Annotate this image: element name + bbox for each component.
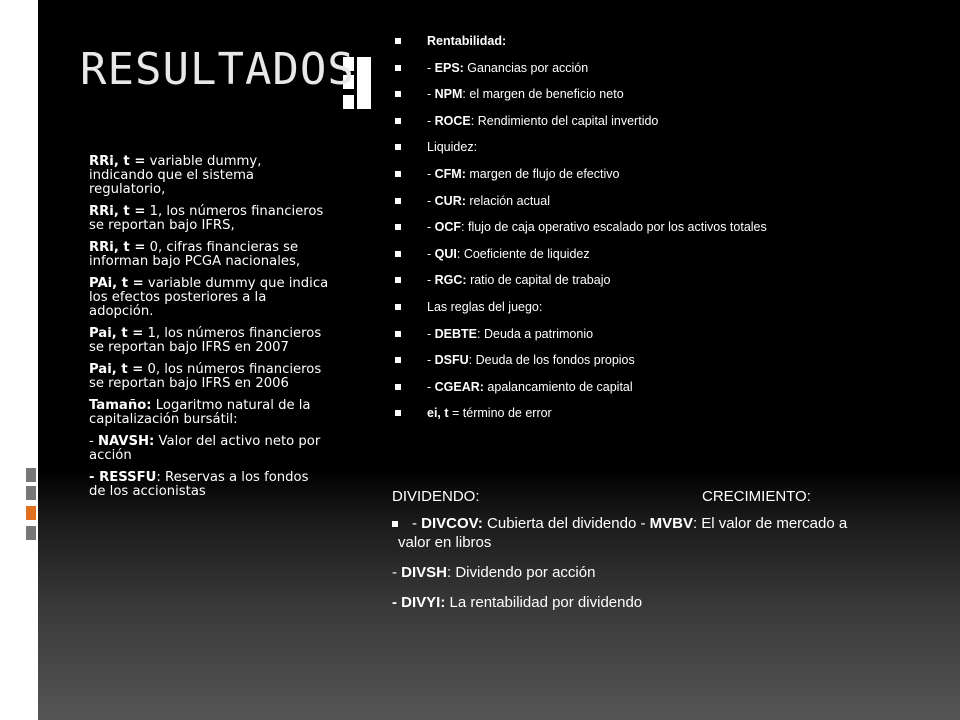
square-bullet-icon	[395, 410, 401, 416]
dividend-line-3	[392, 593, 862, 612]
list-item	[395, 326, 845, 353]
definition-text: : Reservas a los fondos de los accionistas	[89, 470, 309, 499]
divcov-text: Cubierta del dividendo -	[482, 515, 650, 532]
accent-square-icon	[26, 468, 36, 482]
dividend-heading: DIVIDENDO:	[392, 488, 480, 505]
definition-term: PAi, t =	[89, 276, 144, 291]
list-item	[395, 33, 845, 60]
list-item-text: ratio de capital de trabajo	[466, 273, 611, 288]
decor-square-icon	[357, 57, 371, 109]
definition-item	[89, 205, 329, 233]
divsh-text: : Dividendo por acción	[447, 564, 596, 581]
divyi-text: La rentabilidad por dividendo	[445, 594, 643, 611]
growth-heading	[702, 488, 811, 505]
dividend-line-1	[392, 514, 862, 552]
definition-term: RRi, t =	[89, 154, 146, 169]
list-item-text: Las reglas del juego:	[427, 299, 543, 314]
list-item-text: relación actual	[465, 193, 550, 208]
growth-heading-label: CRECIMIENTO	[702, 488, 807, 505]
list-item-term: Rentabilidad:	[427, 34, 507, 48]
square-bullet-icon	[395, 224, 401, 230]
definition-term: Pai, t =	[89, 362, 144, 377]
list-item	[395, 86, 845, 113]
growth-heading-colon: :	[806, 488, 811, 505]
list-item-term: EPS:	[434, 60, 464, 75]
definition-text: 0, los números financieros se reportan bajo IFRS en 2006	[89, 362, 322, 391]
definition-item	[89, 277, 329, 319]
square-bullet-icon	[395, 118, 401, 124]
list-item-term: DEBTE	[434, 326, 478, 341]
list-item-prefix: -	[427, 166, 435, 181]
list-item-text: : Coeficiente de liquidez	[456, 246, 590, 261]
list-item-text: margen de flujo de efectivo	[465, 166, 620, 181]
dash: -	[392, 564, 402, 581]
list-item-prefix: -	[427, 379, 435, 394]
definition-text: 1, los números financieros se reportan bajo IFRS en 2007	[89, 326, 322, 355]
divsh-term: DIVSH	[401, 564, 448, 581]
definition-text: variable dummy, indicando que el sistema regulatorio,	[89, 154, 262, 197]
square-bullet-icon	[395, 144, 401, 150]
left-white-strip	[0, 0, 38, 720]
definition-term: Pai, t =	[89, 326, 144, 341]
definition-text: -	[89, 434, 98, 449]
list-item	[395, 193, 845, 220]
slide-title: RESULTADOS	[80, 44, 355, 95]
square-bullet-icon	[395, 171, 401, 177]
definition-text: 0, cifras financieras se informan bajo PCGA nacionales,	[89, 240, 301, 269]
list-item-prefix: -	[427, 220, 435, 235]
definition-item	[89, 155, 329, 197]
list-item-text: : Deuda de los fondos propios	[468, 353, 635, 368]
dash: -	[412, 515, 422, 532]
mvbv-text: : El valor de mercado a valor en libros	[398, 515, 848, 551]
definition-text: 1, los números financieros se reportan bajo IFRS,	[89, 204, 324, 233]
list-item-term: QUI	[434, 246, 457, 261]
list-item-prefix: -	[427, 353, 435, 368]
list-item-prefix: -	[427, 193, 435, 208]
definition-term: RRi, t =	[89, 204, 146, 219]
mvbv-term: MVBV	[649, 515, 693, 532]
square-bullet-icon	[395, 65, 401, 71]
list-item-text: : Deuda a patrimonio	[477, 326, 594, 341]
accent-square-icon	[26, 486, 36, 500]
list-item	[395, 379, 845, 406]
definition-text: Valor del activo neto por acción	[89, 434, 321, 463]
square-bullet-icon	[395, 38, 401, 44]
dividend-header	[392, 488, 862, 514]
square-bullet-icon	[395, 357, 401, 363]
list-item-term: DSFU	[434, 353, 469, 368]
definition-term: RRi, t =	[89, 240, 146, 255]
definition-text: variable dummy que indica los efectos posteriores a la adopción.	[89, 276, 329, 319]
divyi-term: - DIVYI:	[392, 594, 446, 611]
square-bullet-icon	[395, 384, 401, 390]
square-bullet-icon	[395, 331, 401, 337]
list-item	[395, 272, 845, 299]
list-item-prefix: -	[427, 273, 435, 288]
dividend-section	[392, 488, 862, 612]
list-item-text: apalancamiento de capital	[483, 379, 633, 394]
list-item	[395, 405, 845, 432]
square-bullet-icon	[395, 91, 401, 97]
list-item-text: = término de error	[448, 406, 552, 421]
list-item	[395, 113, 845, 140]
definition-item	[89, 327, 329, 355]
list-item-term: OCF	[434, 220, 462, 235]
list-item	[395, 299, 845, 326]
square-bullet-icon	[395, 251, 401, 257]
definition-item	[89, 471, 329, 499]
definition-term: NAVSH:	[97, 434, 155, 449]
list-item-term: ei, t	[427, 406, 449, 421]
accent-square-orange-icon	[26, 506, 36, 520]
list-item-term: CFM:	[434, 166, 466, 181]
list-item-prefix: -	[427, 246, 435, 261]
square-bullet-icon	[395, 277, 401, 283]
list-item	[395, 166, 845, 193]
list-item-term: ROCE	[434, 113, 471, 128]
list-item-term: CUR:	[434, 193, 466, 208]
square-bullet-icon	[395, 304, 401, 310]
definition-item	[89, 399, 329, 427]
left-column-text	[89, 155, 329, 507]
list-item-text: : flujo de caja operativo escalado por los activos totales	[461, 220, 767, 235]
list-item-term: RGC:	[434, 273, 467, 288]
list-item-prefix: -	[427, 87, 435, 102]
dividend-line-2	[392, 563, 862, 582]
square-bullet-icon	[392, 521, 398, 527]
list-item-text: : el margen de beneficio neto	[462, 87, 624, 102]
list-item	[395, 246, 845, 273]
square-bullet-icon	[395, 198, 401, 204]
list-item-term: NPM	[434, 87, 463, 102]
list-item-term: CGEAR:	[434, 379, 484, 394]
list-item-text: Ganancias por acción	[463, 60, 589, 75]
definition-item	[89, 241, 329, 269]
list-item	[395, 139, 845, 166]
list-item	[395, 60, 845, 87]
decor-square-icon	[343, 95, 354, 109]
list-item-prefix: -	[427, 60, 435, 75]
variables-list	[395, 33, 845, 432]
divcov-term: DIVCOV:	[421, 515, 483, 532]
definition-text: Logaritmo natural de la capitalización bursátil:	[89, 398, 311, 427]
definition-term: - RESSFU	[89, 470, 157, 485]
list-item-text: : Rendimiento del capital invertido	[470, 113, 659, 128]
accent-square-icon	[26, 526, 36, 540]
list-item-prefix: -	[427, 113, 435, 128]
list-item	[395, 219, 845, 246]
definition-item	[89, 363, 329, 391]
list-item	[395, 352, 845, 379]
list-item-prefix: -	[427, 326, 435, 341]
list-item-text: Liquidez:	[427, 140, 478, 155]
definition-item	[89, 435, 329, 463]
definition-term: Tamaño:	[89, 398, 152, 413]
